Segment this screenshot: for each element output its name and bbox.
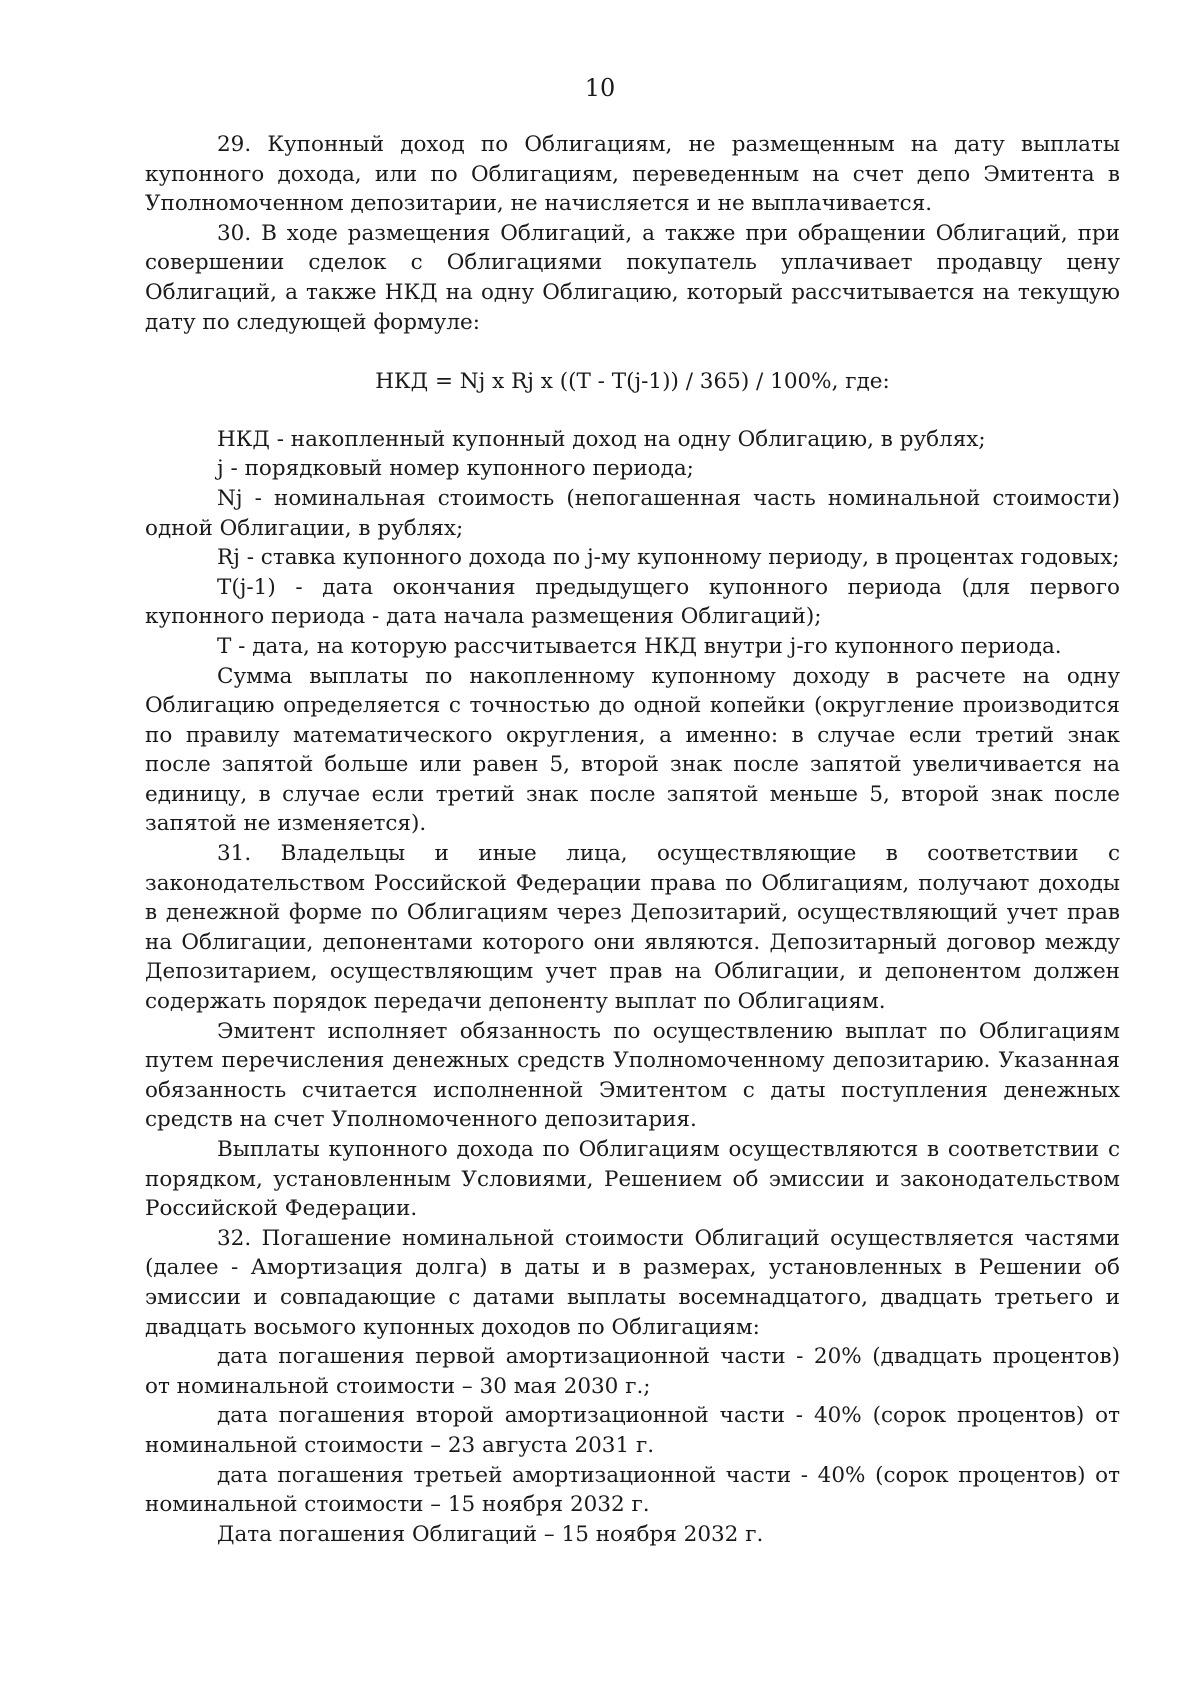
- definition-nj: Nj - номинальная стоимость (непогашенная часть номинальной стоимости) одной Облигации, в рублях;: [145, 485, 1120, 541]
- nkd-formula: НКД = Nj x Rj x ((T - T(j-1)) / 365) / 100%, где:: [375, 369, 890, 395]
- definition-t-prev: T(j-1) - дата окончания предыдущего купонного периода (для первого купонного периода - дата начала размещения Облигаций);: [145, 574, 1120, 630]
- page-number: 10: [584, 74, 616, 102]
- document-body: [145, 130, 1120, 1549]
- definition-rj: Rj - ставка купонного дохода по j-му купонному периоду, в процентах годовых;: [217, 545, 1120, 571]
- paragraph-29: 29. Купонный доход по Облигациям, не размещенным на дату выплаты купонного дохода, или по Облигациям, переведенным на счет депо Эмитента в Уполномоченном депозитарии, не начисляется и не выплачивается.: [145, 132, 1120, 217]
- issuer-obligation-paragraph: Эмитент исполняет обязанность по осуществлению выплат по Облигациям путем перечисления денежных средств Уполномоченному депозитарию. Указанная обязанность считается исполненной Эмитентом с даты поступления денежных средств на счет Уполномоченного депозитария.: [145, 1018, 1120, 1133]
- definition-j: j - порядковый номер купонного периода;: [217, 456, 694, 482]
- definition-nkd: НКД - накопленный купонный доход на одну Облигацию, в рублях;: [217, 426, 986, 452]
- paragraph-31: 31. Владельцы и иные лица, осуществляющие в соответствии с законодательством Российской Федерации права по Облигациям, получают доходы в денежной форме по Облигациям через Депозитарий, осуществляющий учет прав на Облигации, депонентами которого они являются. Депозитарный договор между Депозитарием, осуществляющим учет прав на Облигации, и депонентом должен содержать порядок передачи депоненту выплат по Облигациям.: [145, 841, 1120, 1015]
- definition-t: T - дата, на которую рассчитывается НКД внутри j-го купонного периода.: [217, 633, 1062, 659]
- amortization-first: дата погашения первой амортизационной части - 20% (двадцать процентов) от номинальной стоимости – 30 мая 2030 г.;: [145, 1344, 1120, 1399]
- amortization-second: дата погашения второй амортизационной части - 40% (сорок процентов) от номинальной стоимости – 23 августа 2031 г.: [145, 1403, 1120, 1458]
- amortization-third: дата погашения третьей амортизационной части - 40% (сорок процентов) от номинальной стоимости – 15 ноября 2032 г.: [145, 1462, 1120, 1518]
- rounding-paragraph: Сумма выплаты по накопленному купонному доходу в расчете на одну Облигацию определяется с точностью до одной копейки (округление производится по правилу математического округления, а именно: в случае если третий знак после запятой больше или равен 5, второй знак после запятой увеличивается на единицу, в случае если третий знак после запятой меньше 5, второй знак после запятой не изменяется).: [145, 663, 1120, 837]
- coupon-payment-paragraph: Выплаты купонного дохода по Облигациям осуществляются в соответствии с порядком, установленным Условиями, Решением об эмиссии и законодательством Российской Федерации.: [145, 1137, 1120, 1222]
- paragraph-32: 32. Погашение номинальной стоимости Облигаций осуществляется частями (далее - Амортизация долга) в даты и в размерах, установленных в Решении об эмиссии и совпадающие с датами выплаты восемнадцатого, двадцать третьего и двадцать восьмого купонных доходов по Облигациям:: [145, 1225, 1120, 1340]
- paragraph-30: 30. В ходе размещения Облигаций, а также при обращении Облигаций, при совершении сделок с Облигациями покупатель уплачивает продавцу цену Облигаций, а также НКД на одну Облигацию, который рассчитывается на текущую дату по следующей формуле:: [145, 220, 1120, 335]
- maturity-date: Дата погашения Облигаций – 15 ноября 2032 г.: [217, 1521, 764, 1547]
